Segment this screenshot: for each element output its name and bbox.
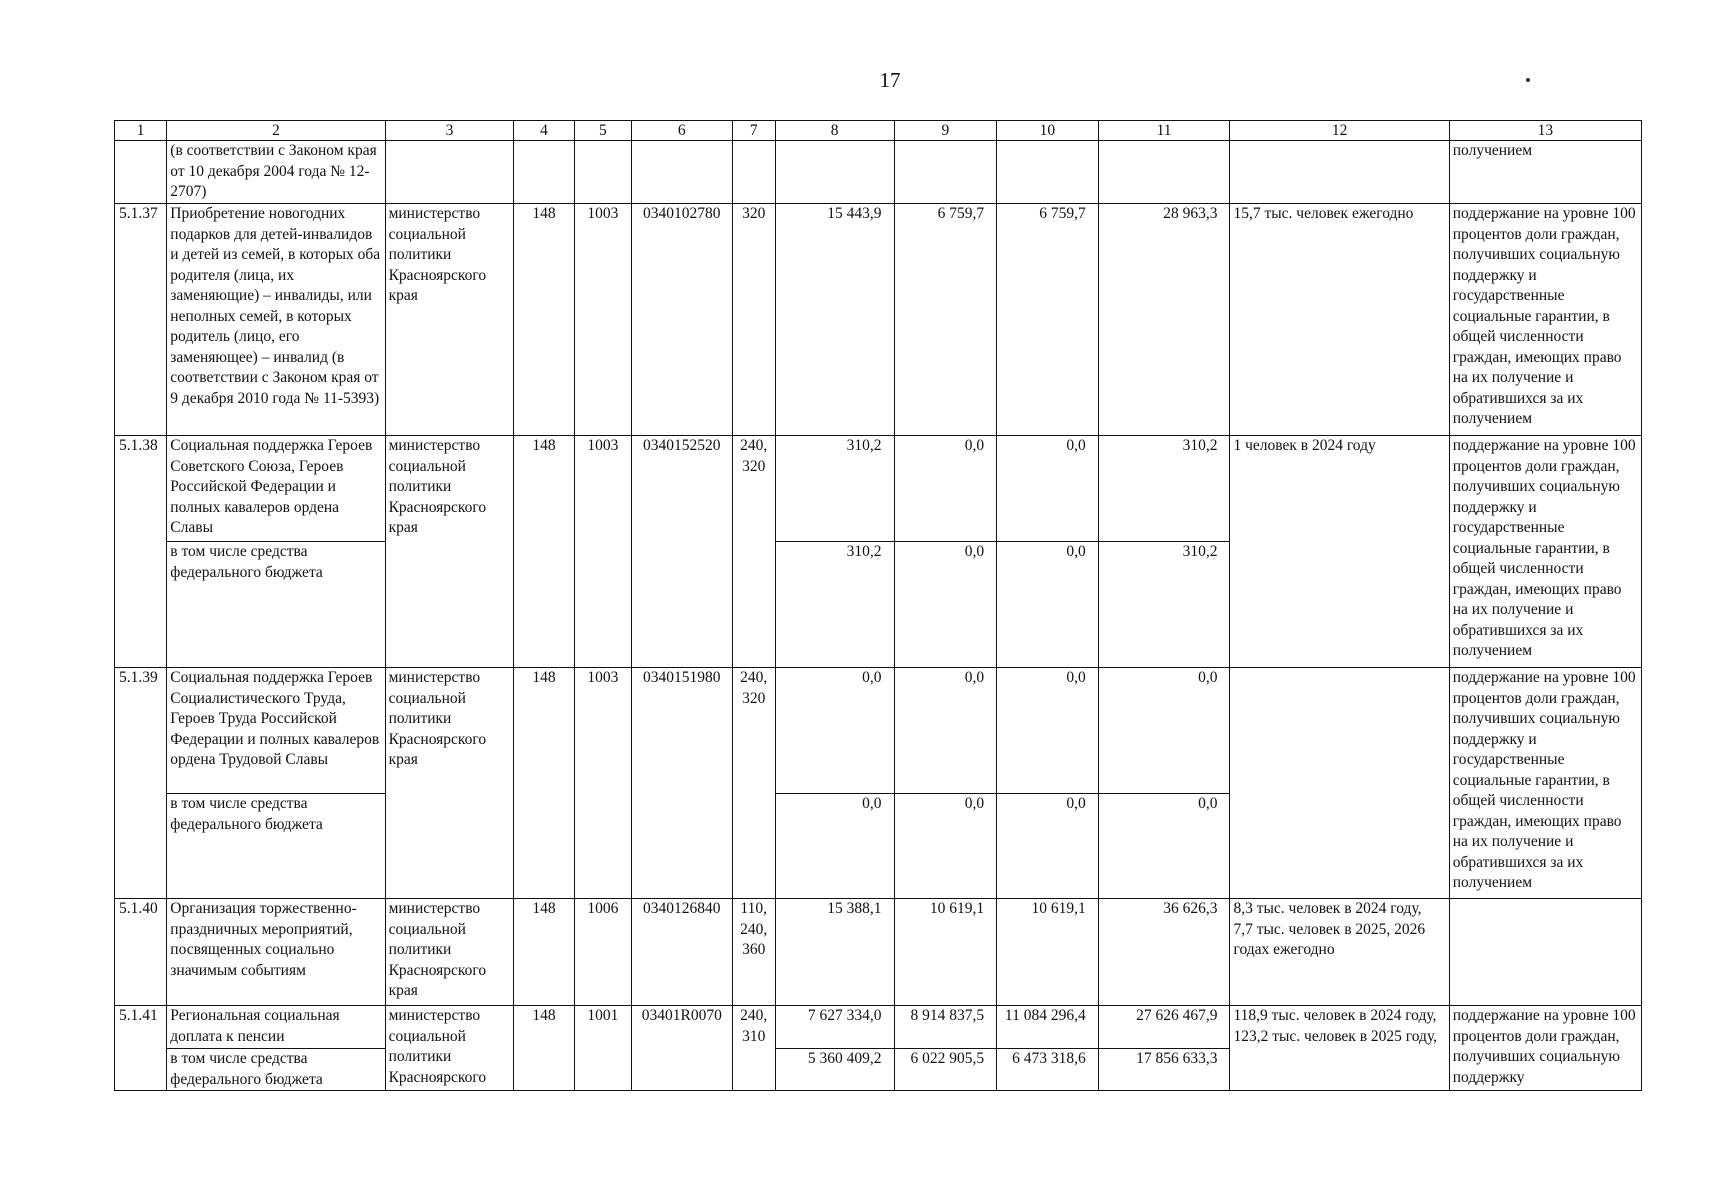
col-header: 7 xyxy=(732,121,775,141)
cell-v11: 0,0 xyxy=(1098,668,1230,794)
col-header: 12 xyxy=(1230,121,1449,141)
cell-result: получением xyxy=(1449,141,1641,204)
cell-c12 xyxy=(1230,141,1449,204)
cell-num xyxy=(115,141,167,204)
cell-s9: 0,0 xyxy=(894,794,997,899)
table-row-5-1-40 xyxy=(115,899,1642,1006)
cell-s10: 0,0 xyxy=(997,794,1099,899)
page-number: 17 xyxy=(879,68,901,92)
column-numbers-row xyxy=(115,121,1642,141)
cell-v10: 10 619,1 xyxy=(997,899,1099,1006)
cell-num: 5.1.40 xyxy=(115,899,167,1006)
cell-v8: 0,0 xyxy=(775,668,894,794)
cell-c7: 240, 320 xyxy=(732,436,775,668)
col-header: 10 xyxy=(997,121,1099,141)
cell-s8: 0,0 xyxy=(775,794,894,899)
cell-num: 5.1.41 xyxy=(115,1006,167,1091)
program-activities-table xyxy=(114,120,1642,1091)
cell-s11: 0,0 xyxy=(1098,794,1230,899)
cell-ministry: министерство социальной политики Красноярского края xyxy=(385,899,514,1006)
cell-v10: 11 084 296,4 xyxy=(997,1006,1099,1049)
cell-v11 xyxy=(1098,141,1230,204)
cell-result: поддержание на уровне 100 процентов доли граждан, получивших социальную поддержку и государственные социальные гарантии, в общей численности граждан, имеющих право на их получение и обратившихся за их получением xyxy=(1449,204,1641,436)
cell-ministry: министерство социальной политики Красноярского края xyxy=(385,668,514,899)
cell-v11: 27 626 467,9 xyxy=(1098,1006,1230,1049)
cell-v10: 0,0 xyxy=(997,668,1099,794)
col-header: 11 xyxy=(1098,121,1230,141)
col-header: 3 xyxy=(385,121,514,141)
cell-subname: в том числе средства федерального бюджета xyxy=(167,1049,385,1091)
cell-name: Социальная поддержка Героев Советского Союза, Героев Российской Федерации и полных кавалеров ордена Славы xyxy=(167,436,385,542)
cell-c7: 240, 310 xyxy=(732,1006,775,1091)
cell-c4 xyxy=(514,141,574,204)
col-header: 8 xyxy=(775,121,894,141)
cell-v10: 0,0 xyxy=(997,436,1099,542)
cell-v8: 7 627 334,0 xyxy=(775,1006,894,1049)
col-header: 2 xyxy=(167,121,385,141)
cell-ministry: министерство социальной политики Красноярского края xyxy=(385,436,514,668)
cell-v10: 6 759,7 xyxy=(997,204,1099,436)
cell-result xyxy=(1449,899,1641,1006)
cell-s9: 6 022 905,5 xyxy=(894,1049,997,1091)
cell-c4: 148 xyxy=(514,668,574,899)
cell-v9: 6 759,7 xyxy=(894,204,997,436)
cell-c7: 320 xyxy=(732,204,775,436)
cell-result: поддержание на уровне 100 процентов доли граждан, получивших социальную поддержку и государственные социальные гарантии, в общей численности граждан, имеющих право на их получение и обратившихся за их получением xyxy=(1449,668,1641,899)
cell-s10: 0,0 xyxy=(997,542,1099,668)
cell-v9 xyxy=(894,141,997,204)
cell-num: 5.1.37 xyxy=(115,204,167,436)
cell-s10: 6 473 318,6 xyxy=(997,1049,1099,1091)
cell-c7: 240, 320 xyxy=(732,668,775,899)
col-header: 9 xyxy=(894,121,997,141)
cell-c12: 118,9 тыс. человек в 2024 году, 123,2 тыс. человек в 2025 году, xyxy=(1230,1006,1449,1091)
cell-c6: 03401R0070 xyxy=(632,1006,733,1091)
cell-c4: 148 xyxy=(514,899,574,1006)
cell-subname: в том числе средства федерального бюджета xyxy=(167,794,385,899)
cell-c6: 0340102780 xyxy=(632,204,733,436)
cell-c4: 148 xyxy=(514,1006,574,1091)
cell-result: поддержание на уровне 100 процентов доли граждан, получивших социальную поддержку xyxy=(1449,1006,1641,1091)
cell-v9: 8 914 837,5 xyxy=(894,1006,997,1049)
cell-c5: 1003 xyxy=(574,204,631,436)
cell-v10 xyxy=(997,141,1099,204)
cell-c7: 110, 240, 360 xyxy=(732,899,775,1006)
cell-ministry: министерство социальной политики Красноярского края xyxy=(385,204,514,436)
table-row-5-1-39 xyxy=(115,668,1642,794)
cell-s8: 310,2 xyxy=(775,542,894,668)
cell-subname: в том числе средства федерального бюджета xyxy=(167,542,385,668)
cell-c4: 148 xyxy=(514,204,574,436)
cell-result: поддержание на уровне 100 процентов доли граждан, получивших социальную поддержку и государственные социальные гарантии, в общей численности граждан, имеющих право на их получение и обратившихся за их получением xyxy=(1449,436,1641,668)
cell-c5 xyxy=(574,141,631,204)
cell-c12: 15,7 тыс. человек ежегодно xyxy=(1230,204,1449,436)
cell-v9: 0,0 xyxy=(894,668,997,794)
cell-ministry xyxy=(385,141,514,204)
cell-c12: 8,3 тыс. человек в 2024 году, 7,7 тыс. человек в 2025, 2026 годах ежегодно xyxy=(1230,899,1449,1006)
cell-name: Организация торжественно-праздничных мероприятий, посвященных социально значимым событиям xyxy=(167,899,385,1006)
cell-v11: 310,2 xyxy=(1098,436,1230,542)
cell-c6: 0340152520 xyxy=(632,436,733,668)
cell-s9: 0,0 xyxy=(894,542,997,668)
cell-c6: 0340151980 xyxy=(632,668,733,899)
cell-v11: 28 963,3 xyxy=(1098,204,1230,436)
table-row-5-1-37 xyxy=(115,204,1642,436)
table-row-5-1-41 xyxy=(115,1006,1642,1049)
col-header: 4 xyxy=(514,121,574,141)
cell-c6 xyxy=(632,141,733,204)
cell-s11: 17 856 633,3 xyxy=(1098,1049,1230,1091)
cell-ministry: министерство социальной политики Красноярского xyxy=(385,1006,514,1091)
cell-v11: 36 626,3 xyxy=(1098,899,1230,1006)
cell-v9: 10 619,1 xyxy=(894,899,997,1006)
cell-c12 xyxy=(1230,668,1449,899)
col-header: 6 xyxy=(632,121,733,141)
cell-num: 5.1.39 xyxy=(115,668,167,899)
col-header: 1 xyxy=(115,121,167,141)
cell-name: (в соответствии с Законом края от 10 декабря 2004 года № 12-2707) xyxy=(167,141,385,204)
col-header: 13 xyxy=(1449,121,1641,141)
cell-c5: 1001 xyxy=(574,1006,631,1091)
cell-v8: 15 443,9 xyxy=(775,204,894,436)
cell-v8: 310,2 xyxy=(775,436,894,542)
cell-name: Региональная социальная доплата к пенсии xyxy=(167,1006,385,1049)
cell-s11: 310,2 xyxy=(1098,542,1230,668)
col-header: 5 xyxy=(574,121,631,141)
cell-c5: 1003 xyxy=(574,436,631,668)
cell-c5: 1006 xyxy=(574,899,631,1006)
cell-num: 5.1.38 xyxy=(115,436,167,668)
cell-v8: 15 388,1 xyxy=(775,899,894,1006)
cell-v8 xyxy=(775,141,894,204)
cell-s8: 5 360 409,2 xyxy=(775,1049,894,1091)
cell-v9: 0,0 xyxy=(894,436,997,542)
cell-c4: 148 xyxy=(514,436,574,668)
cell-c5: 1003 xyxy=(574,668,631,899)
table-row-continuation xyxy=(115,141,1642,204)
table-row-5-1-38 xyxy=(115,436,1642,542)
cell-c7 xyxy=(732,141,775,204)
cell-c12: 1 человек в 2024 году xyxy=(1230,436,1449,668)
cell-c6: 0340126840 xyxy=(632,899,733,1006)
cell-name: Приобретение новогодних подарков для детей-инвалидов и детей из семей, в которых оба родителя (лица, их заменяющие) – инвалиды, или неполных семей, в которых родитель (лицо, его заменяющее) – инвалид (в соответствии с Законом края от 9 декабря 2010 года № 11-5393) xyxy=(167,204,385,436)
cell-name: Социальная поддержка Героев Социалистического Труда, Героев Труда Российской Федерации и полных кавалеров ордена Трудовой Славы xyxy=(167,668,385,794)
scan-speck xyxy=(1526,78,1530,82)
